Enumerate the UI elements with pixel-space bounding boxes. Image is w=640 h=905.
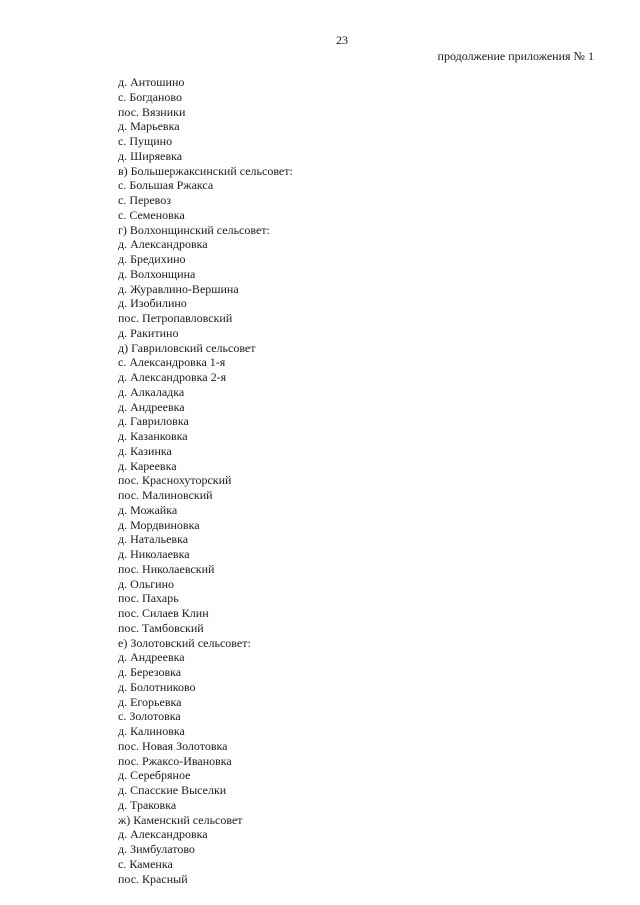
list-item: д. Александровка 2-я xyxy=(118,370,227,384)
list-item: пос. Вязники xyxy=(118,104,186,119)
list-item: д. Егорьевка xyxy=(118,694,182,709)
list-item: д. Серебряное xyxy=(118,768,191,783)
list-item: д. Казанковка xyxy=(118,429,188,443)
list-item: с. Александровка 1-я xyxy=(118,355,226,370)
list-item: ж) Каменский сельсовет xyxy=(118,812,243,827)
list-item: д. Спасские Выселки xyxy=(118,783,227,797)
appendix-label: продолжение приложения № 1 xyxy=(437,49,594,63)
list-item: е) Золотовский сельсовет: xyxy=(118,635,251,650)
list-item: д. Александровка xyxy=(118,827,208,842)
list-item: д. Ольгино xyxy=(118,576,174,591)
list-item: д. Бредихино xyxy=(118,252,186,266)
list-item: д) Гавриловский сельсовет xyxy=(118,340,256,355)
list-item: д. Николаевка xyxy=(118,547,190,561)
list-item: пос. Новая Золотовка xyxy=(118,738,228,753)
list-item: с. Перевоз xyxy=(118,193,171,207)
list-item: д. Ракитино xyxy=(118,325,179,340)
list-item: д. Волхонщина xyxy=(118,266,196,281)
list-item: с. Пущино xyxy=(118,134,173,148)
list-item: с. Семеновка xyxy=(118,207,185,222)
list-item: д. Можайка xyxy=(118,502,178,517)
list-item: д. Казинка xyxy=(118,443,172,458)
list-item: пос. Ржаксо-Ивановка xyxy=(118,753,232,768)
list-item: пос. Пахарь xyxy=(118,591,179,606)
list-item: д. Изобилино xyxy=(118,296,187,311)
list-item: д. Болотниково xyxy=(118,679,196,694)
list-item: с. Богданово xyxy=(118,89,182,104)
list-item: г) Волхонщинский сельсовет: xyxy=(118,222,270,237)
list-item: д. Ширяевка xyxy=(118,148,183,163)
list-item: д. Марьевка xyxy=(118,119,180,134)
list-item: пос. Краснохуторский xyxy=(118,473,232,488)
list-item: д. Гавриловка xyxy=(118,414,189,429)
list-item: д. Зимбулатово xyxy=(118,842,195,856)
list-item: д. Андреевка xyxy=(118,399,185,414)
list-item: д. Кареевка xyxy=(118,458,177,473)
list-item: д. Алкаладка xyxy=(118,384,185,399)
page-number: 23 xyxy=(336,33,348,47)
list-item: пос. Тамбовский xyxy=(118,620,204,635)
list-item: пос. Малиновский xyxy=(118,488,213,502)
list-item: д. Натальевка xyxy=(118,532,189,547)
list-item: с. Каменка xyxy=(118,856,173,871)
list-item: пос. Николаевский xyxy=(118,561,215,576)
list-item: д. Александровка xyxy=(118,237,208,252)
list-item: д. Березовка xyxy=(118,665,182,679)
settlement-list xyxy=(118,75,293,886)
list-item: с. Большая Ржакса xyxy=(118,178,214,193)
list-item: с. Золотовка xyxy=(118,709,181,724)
list-item: д. Мордвиновка xyxy=(118,517,200,532)
list-item: д. Калиновка xyxy=(118,724,185,738)
list-item: в) Большержаксинский сельсовет: xyxy=(118,163,293,178)
list-item: д. Траковка xyxy=(118,797,177,812)
list-item: пос. Силаев Клин xyxy=(118,606,209,620)
list-item: д. Журавлино-Вершина xyxy=(118,281,239,296)
list-item: пос. Красный xyxy=(118,871,188,886)
list-item: пос. Петропавловский xyxy=(118,311,233,325)
list-item: д. Андреевка xyxy=(118,650,185,665)
list-item: д. Антошино xyxy=(118,75,185,89)
